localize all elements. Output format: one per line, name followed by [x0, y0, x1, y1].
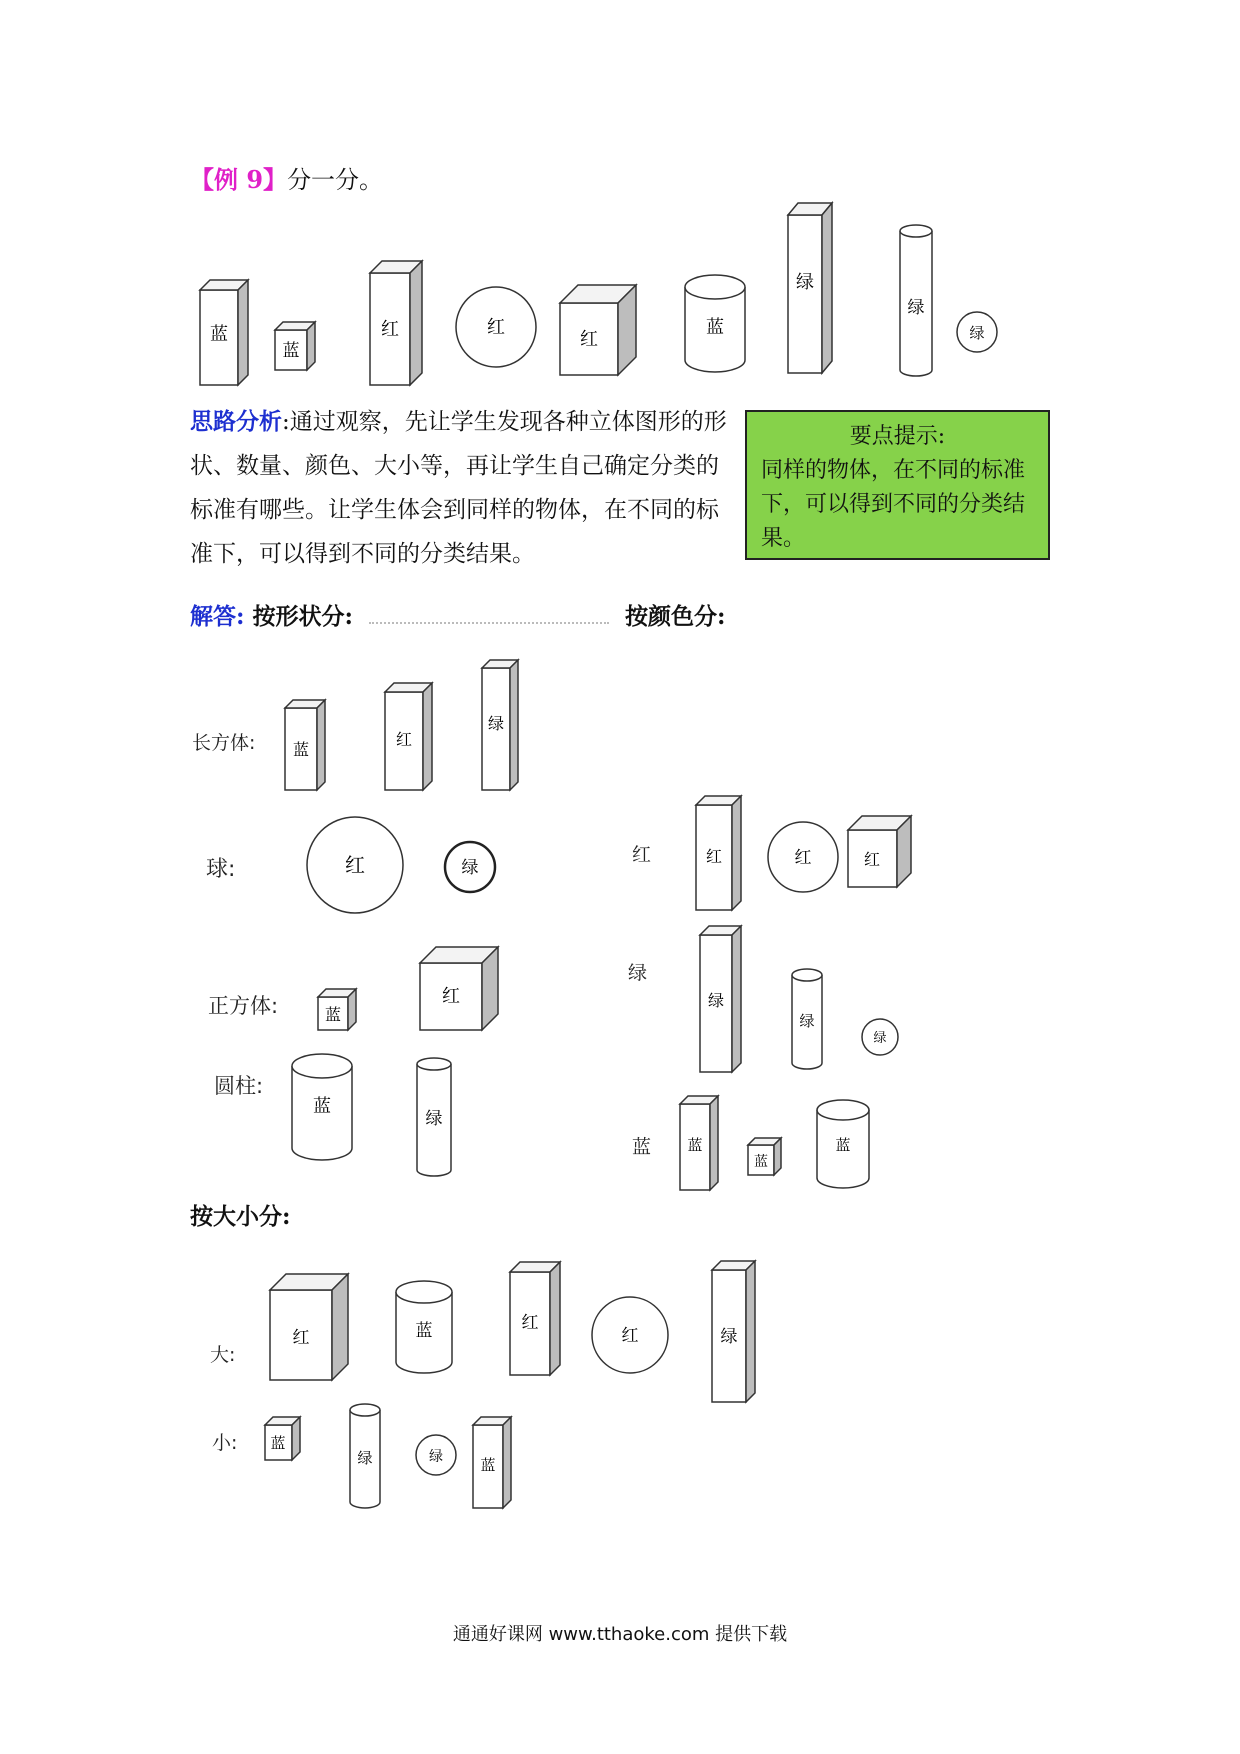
big-red-cuboid [510, 1262, 560, 1375]
blue-tall-cuboid [200, 280, 248, 385]
obj-label: 蓝 [754, 1154, 768, 1170]
group-green-label: 绿 [628, 962, 648, 984]
obj-label: 绿 [707, 991, 725, 1010]
tip-box [745, 410, 1050, 560]
green-thin-cylinder [900, 225, 932, 376]
obj-label: 红 [395, 730, 413, 749]
obj-label: 蓝 [324, 1005, 342, 1024]
green-small-sphere [957, 312, 997, 352]
analysis-paragraph [190, 400, 730, 576]
cuboid-red [385, 683, 432, 790]
blue-cylinder [685, 275, 745, 372]
analysis-text: 通过观察，先让学生发现各种立体图形的形状、数量、颜色、大小等，再让学生自己确定分类的标准有哪些。让学生体会到同样的物体，在不同的标准下，可以得到不同的分类结果。 [190, 409, 727, 567]
by-shape-label: 按形状分: [252, 603, 354, 630]
obj-label: 红 [487, 317, 505, 338]
group-red-label: 红 [632, 844, 652, 866]
by-color-label: 按颜色分: [625, 603, 726, 630]
group-cube-label: 正方体: [208, 994, 279, 1018]
shape-groups-figure [260, 640, 540, 1180]
obj-label: 绿 [796, 272, 814, 293]
obj-label: 绿 [425, 1109, 443, 1129]
tip-text: 同样的物体，在不同的标准下，可以得到不同的分类结果。 [761, 458, 1026, 551]
group-sphere-label: 球: [206, 857, 236, 882]
cylinder-green [417, 1058, 451, 1176]
obj-label: 蓝 [270, 1434, 286, 1452]
answer-label: 解答: [190, 603, 245, 630]
obj-label: 红 [621, 1326, 639, 1346]
small-blue-cuboid [473, 1417, 511, 1508]
red-sphere [456, 287, 536, 367]
answer-line [190, 598, 726, 631]
example-text: 分一分。 [287, 166, 384, 194]
obj-label: 红 [381, 319, 399, 340]
tip-title: 要点提示: [849, 424, 946, 449]
small-green-cylinder [350, 1404, 380, 1508]
blue-small-cube [275, 322, 315, 370]
obj-label: 蓝 [210, 324, 228, 345]
color-blue-cuboid [680, 1096, 718, 1190]
color-green-cylinder [792, 969, 822, 1069]
color-green-sphere [862, 1019, 898, 1055]
sphere-green [445, 842, 495, 892]
big-blue-cylinder [396, 1281, 452, 1373]
footer-text: 通通好课网 www.tthaoke.com 提供下载 [452, 1624, 788, 1645]
size-big-label: 大: [210, 1344, 236, 1366]
cube-blue [318, 989, 356, 1030]
big-red-sphere [592, 1297, 668, 1373]
red-tall-cuboid [370, 261, 422, 385]
analysis-label: 思路分析 [190, 408, 282, 435]
obj-label: 绿 [461, 858, 479, 878]
red-big-cube [560, 285, 636, 375]
objects-top-row [190, 195, 1050, 395]
color-blue-cylinder [817, 1100, 869, 1188]
by-size-label: 按大小分: [190, 1203, 291, 1230]
color-green-cuboid [700, 926, 741, 1072]
green-tall-cuboid [788, 203, 832, 373]
small-green-sphere [416, 1435, 456, 1475]
obj-label: 绿 [907, 298, 925, 318]
obj-label: 绿 [357, 1449, 373, 1467]
cube-red [420, 947, 498, 1030]
big-red-cube [270, 1274, 348, 1380]
obj-label: 绿 [799, 1012, 815, 1030]
obj-label: 绿 [429, 1449, 443, 1465]
group-cuboid-label: 长方体: [192, 732, 256, 754]
sphere-red [307, 817, 403, 913]
obj-label: 绿 [969, 324, 985, 342]
obj-label: 蓝 [282, 341, 300, 361]
obj-label: 蓝 [706, 317, 724, 338]
example-tag: 【例 9】 [190, 165, 288, 194]
obj-label: 红 [705, 847, 723, 866]
obj-label: 红 [863, 850, 881, 869]
obj-label: 红 [345, 853, 365, 877]
obj-label: 绿 [720, 1327, 738, 1347]
color-groups-figure [670, 780, 950, 1200]
obj-label: 蓝 [687, 1136, 703, 1154]
obj-label: 红 [521, 1313, 539, 1333]
obj-label: 绿 [873, 1031, 887, 1046]
color-red-cube [848, 816, 911, 887]
obj-label: 蓝 [835, 1136, 851, 1154]
cuboid-green [482, 660, 518, 790]
obj-label: 红 [292, 1328, 310, 1348]
size-groups-figure [260, 1250, 780, 1530]
cuboid-blue [285, 700, 325, 790]
obj-label: 红 [580, 329, 598, 350]
color-red-sphere [768, 822, 838, 892]
obj-label: 绿 [487, 714, 505, 733]
small-blue-cube [265, 1417, 300, 1460]
big-green-cuboid [712, 1261, 755, 1402]
cylinder-blue [292, 1054, 352, 1160]
example-title [190, 160, 383, 195]
obj-label: 蓝 [313, 1096, 331, 1117]
obj-label: 蓝 [480, 1456, 496, 1474]
obj-label: 红 [442, 986, 460, 1007]
color-red-cuboid [696, 796, 741, 910]
analysis-colon: : [282, 409, 290, 435]
group-blue-label: 蓝 [632, 1136, 652, 1158]
obj-label: 红 [794, 848, 812, 868]
obj-label: 蓝 [415, 1321, 433, 1341]
dotted-leader [369, 610, 609, 624]
obj-label: 蓝 [292, 740, 310, 759]
group-cylinder-label: 圆柱: [214, 1074, 264, 1098]
size-small-label: 小: [212, 1432, 238, 1454]
color-blue-cube [748, 1138, 781, 1175]
